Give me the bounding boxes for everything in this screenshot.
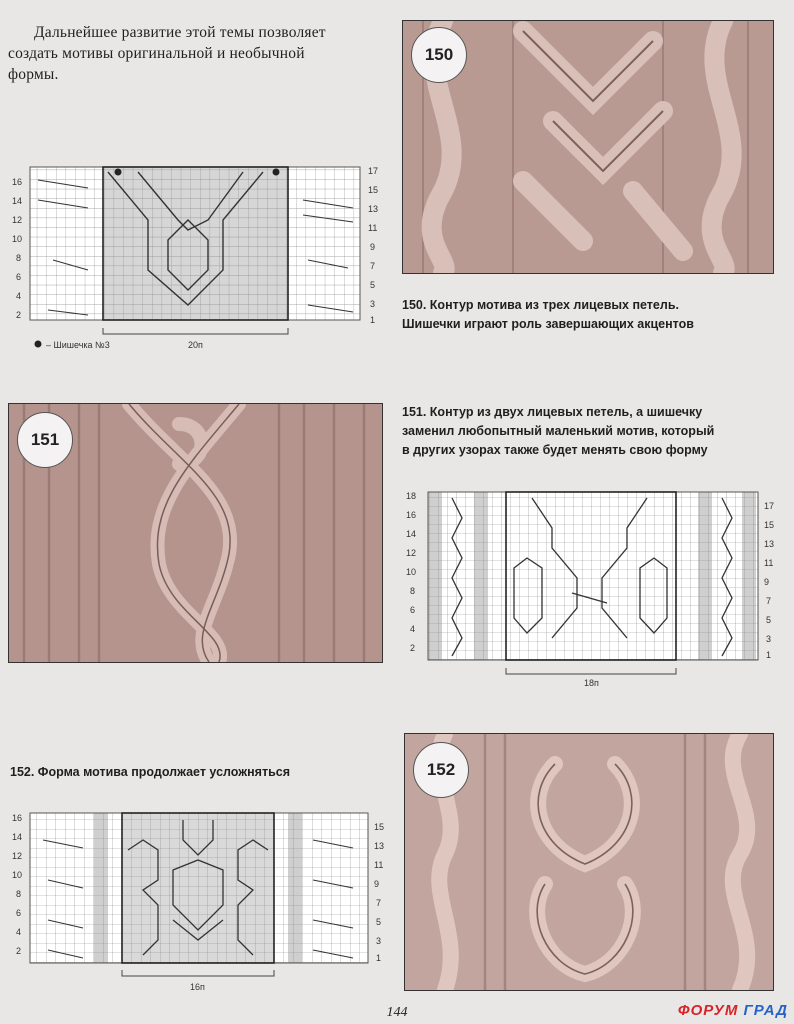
row-label: 3 xyxy=(370,299,376,309)
row-label: 10 xyxy=(12,234,23,244)
caption-152: 152. Форма мотива продолжает усложняться xyxy=(10,764,291,779)
bobble-legend-icon xyxy=(35,341,42,348)
row-label: 11 xyxy=(368,223,378,233)
chart-pattern-150 xyxy=(8,160,388,360)
photo-pattern-152 xyxy=(404,733,774,991)
row-label: 2 xyxy=(410,643,416,653)
row-label: 6 xyxy=(410,605,416,615)
intro-line-2: создать мотивы оригинальной и необычной xyxy=(8,45,305,62)
row-label: 2 xyxy=(16,310,22,320)
row-label: 14 xyxy=(12,832,23,842)
row-label: 1 xyxy=(370,315,376,325)
row-label: 16 xyxy=(12,177,23,187)
row-label: 8 xyxy=(16,889,22,899)
row-label: 13 xyxy=(374,841,385,851)
row-label: 4 xyxy=(410,624,416,634)
row-label: 9 xyxy=(374,879,380,889)
badge-150: 150 xyxy=(411,27,467,83)
photo-pattern-151 xyxy=(8,403,383,663)
row-label: 15 xyxy=(374,822,385,832)
caption-150: 150. Контур мотива из трех лицевых петель. Шишечки играют роль завершающих акцентов xyxy=(402,297,694,331)
badge-152: 152 xyxy=(413,742,469,798)
stitch-count-label: 18п xyxy=(584,678,599,688)
row-label: 4 xyxy=(16,927,22,937)
row-label: 6 xyxy=(16,272,22,282)
intro-line-1: Дальнейшее развитие этой темы позволяет xyxy=(34,24,326,41)
row-label: 3 xyxy=(766,634,772,644)
row-label: 12 xyxy=(12,851,23,861)
row-label: 5 xyxy=(370,280,376,290)
row-label: 7 xyxy=(370,261,376,271)
row-label: 7 xyxy=(766,596,772,606)
row-label: 16 xyxy=(406,510,417,520)
row-label: 16 xyxy=(12,813,23,823)
row-label: 10 xyxy=(406,567,417,577)
row-label: 11 xyxy=(374,860,384,870)
intro-paragraph xyxy=(8,22,380,85)
chart-pattern-151 xyxy=(402,488,787,693)
badge-151: 151 xyxy=(17,412,73,468)
row-label: 17 xyxy=(368,166,379,176)
row-label: 1 xyxy=(376,953,382,963)
chart-pattern-152 xyxy=(8,810,393,1000)
row-label: 3 xyxy=(376,936,382,946)
row-label: 9 xyxy=(764,577,770,587)
watermark: ФОРУМ ГРАД xyxy=(677,1002,788,1019)
row-label: 10 xyxy=(12,870,23,880)
row-label: 2 xyxy=(16,946,22,956)
caption-151: 151. Контур из двух лицевых петель, а шишечку заменил любопытный маленький мотив, который в других узорах также будет менять свою форму xyxy=(402,404,715,457)
row-label: 12 xyxy=(406,548,417,558)
row-label: 8 xyxy=(16,253,22,263)
stitch-count-label: 20п xyxy=(188,340,203,350)
row-label: 7 xyxy=(376,898,382,908)
row-label: 5 xyxy=(376,917,382,927)
row-label: 18 xyxy=(406,491,417,501)
row-label: 15 xyxy=(764,520,775,530)
intro-line-3: формы. xyxy=(8,66,59,83)
legend-text: – Шишечка №3 xyxy=(46,340,110,350)
photo-pattern-150 xyxy=(402,20,774,274)
row-label: 13 xyxy=(764,539,775,549)
row-label: 1 xyxy=(766,650,772,660)
row-label: 14 xyxy=(406,529,417,539)
row-label: 17 xyxy=(764,501,775,511)
row-label: 6 xyxy=(16,908,22,918)
page-number: 144 xyxy=(386,1005,408,1020)
row-label: 12 xyxy=(12,215,23,225)
row-label: 5 xyxy=(766,615,772,625)
row-label: 15 xyxy=(368,185,379,195)
row-label: 14 xyxy=(12,196,23,206)
row-label: 4 xyxy=(16,291,22,301)
row-label: 8 xyxy=(410,586,416,596)
row-label: 11 xyxy=(764,558,774,568)
stitch-count-label: 16п xyxy=(190,982,205,992)
row-label: 13 xyxy=(368,204,379,214)
row-label: 9 xyxy=(370,242,376,252)
